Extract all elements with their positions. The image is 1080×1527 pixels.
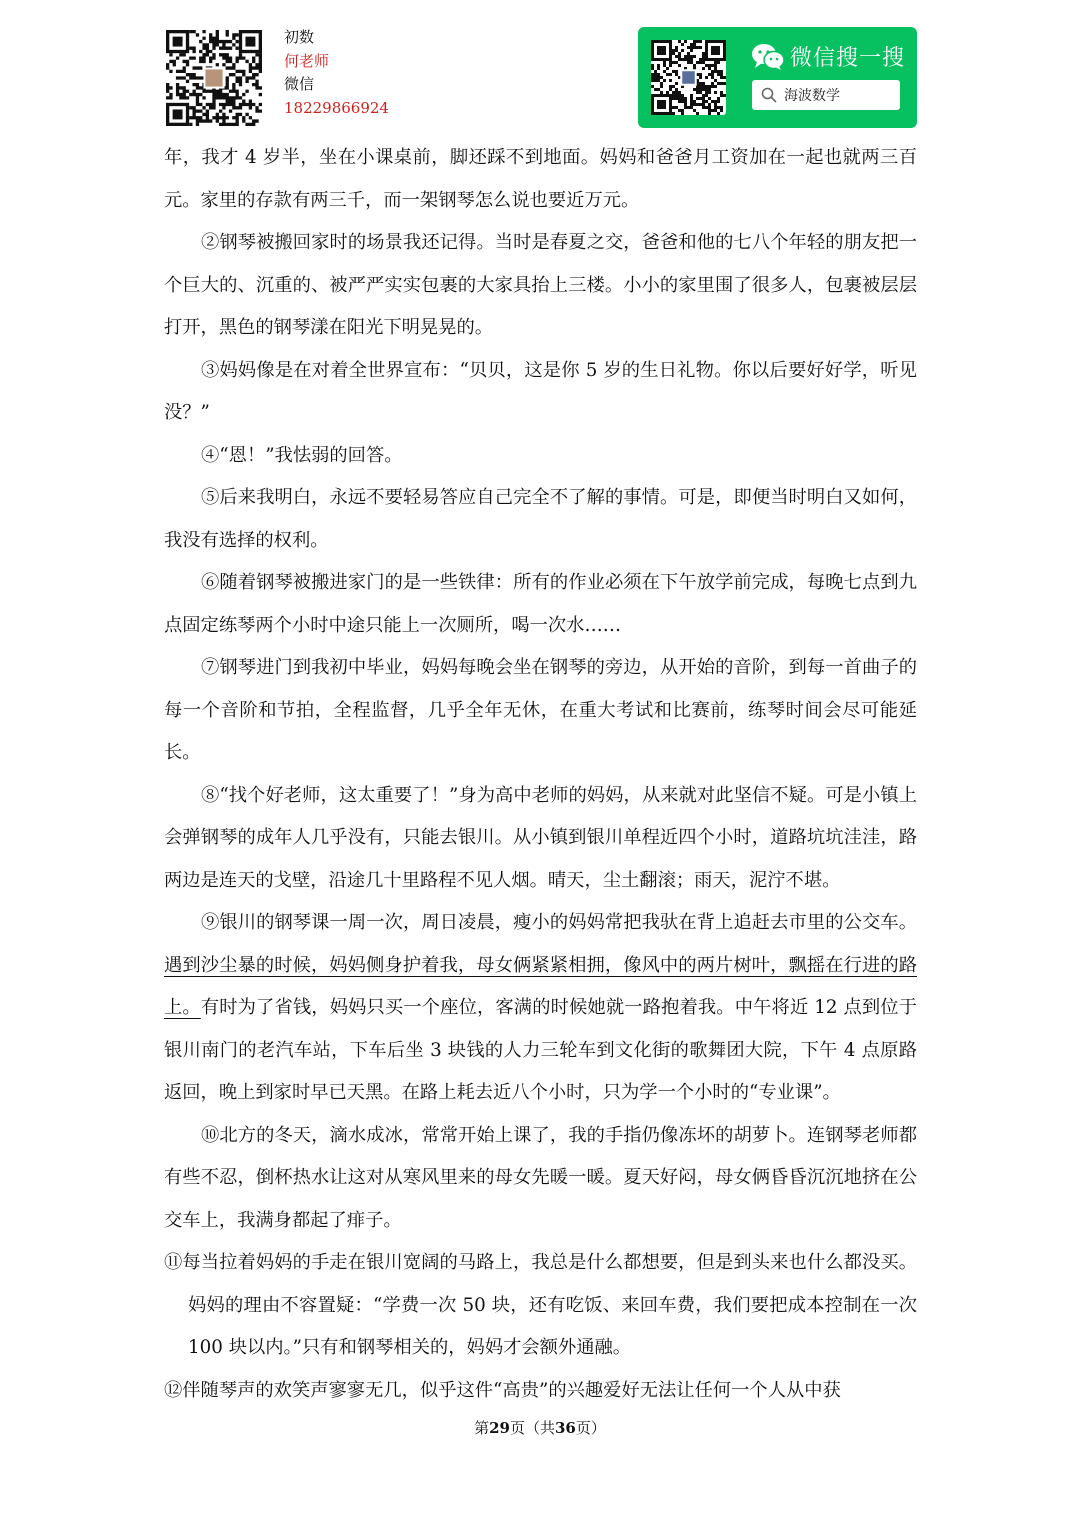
page-number [0, 1417, 1080, 1438]
paragraph-11: ⑪每当拉着妈妈的手走在银川宽阔的马路上，我总是什么都想要，但是到头来也什么都没买。妈妈的理由不容置疑：“学费一次 50 块，还有吃饭、来回车费，我们要把成本控制在一次 100 块以内。”只有和钢琴相关的，妈妈才会额外通融。 [164, 1252, 917, 1358]
paragraph-10: ⑩北方的冬天，滴水成冰，常常开始上课了，我的手指仍像冻坏的胡萝卜。连钢琴老师都有些不忍，倒杯热水让这对从寒风里来的母女先暖一暖。夏天好闷，母女俩昏昏沉沉地挤在公交车上，我满身都起了痱子。 [164, 1124, 917, 1231]
current-page: 29 [489, 1419, 510, 1437]
article-body [164, 137, 917, 1412]
paragraph-5: ⑤后来我明白，永远不要轻易答应自己完全不了解的事情。可是，即便当时明白又如何，我没有选择的权利。 [164, 487, 917, 551]
wechat-search-card[interactable] [638, 27, 917, 128]
contact-subject: 初数 [284, 28, 315, 46]
contact-teacher-name: 何老师 [284, 51, 330, 70]
contact-phone-number: 18229866924 [284, 98, 389, 117]
page-suffix: 页） [575, 1419, 606, 1437]
search-icon [761, 87, 777, 103]
paragraph-1-continuation: 年，我才 4 岁半，坐在小课桌前，脚还踩不到地面。妈妈和爸爸月工资加在一起也就两三百元。家里的存款有两三千，而一架钢琴怎么说也要近万元。 [164, 147, 917, 211]
search-input[interactable] [752, 80, 900, 110]
qr-code-wechat [651, 40, 726, 115]
paragraph-6: ⑥随着钢琴被搬进家门的是一些铁律：所有的作业必须在下午放学前完成，每晚七点到九点固定练琴两个小时中途只能上一次厕所，喝一次水…… [164, 572, 917, 636]
paragraph-7: ⑦钢琴进门到我初中毕业，妈妈每晚会坐在钢琴的旁边，从开始的音阶，到每一首曲子的每一个音阶和节拍，全程监督，几乎全年无休，在重大考试和比赛前，练琴时间会尽可能延长。 [164, 657, 917, 763]
paragraph-9-rest: 有时为了省钱，妈妈只买一个座位，客满的时候她就一路抱着我。中午将近 12 点到位于银川南门的老汽车站，下车后坐 3 块钱的人力三轮车到文化街的歌舞团大院，下午 4 点原路返回，晚上到家时早已天黑。在路上耗去近八个小时，只为学一个小时的“专业课”。 [164, 997, 918, 1103]
paragraph-4: ④“恩！”我怯弱的回答。 [201, 444, 403, 466]
total-pages: 36 [555, 1419, 576, 1437]
page-prefix: 第 [474, 1419, 490, 1437]
paragraph-9-underlined-sentence: 遇到沙尘暴的时候，妈妈侧身护着我，母女俩紧紧相拥，像风中的两片树叶，飘摇在行进的路上。 [164, 954, 917, 1018]
page-middle: 页（共 [509, 1419, 555, 1437]
contact-wechat-label: 微信 [284, 75, 315, 93]
teacher-contact [284, 26, 389, 120]
qr-code-teacher [166, 30, 262, 126]
search-query-text: 海波数学 [784, 88, 840, 104]
paragraph-9-lead: ⑨银川的钢琴课一周一次，周日凌晨，瘦小的妈妈常把我驮在背上追赶去市里的公交车。 [201, 912, 917, 933]
paragraph-9 [164, 902, 917, 1115]
paragraph-3: ③妈妈像是在对着全世界宣布：“贝贝，这是你 5 岁的生日礼物。你以后要好好学，听见没？” [164, 359, 917, 423]
paragraph-2: ②钢琴被搬回家时的场景我还记得。当时是春夏之交，爸爸和他的七八个年轻的朋友把一个巨大的、沉重的、被严严实实包裹的大家具抬上三楼。小小的家里围了很多人，包裹被层层打开，黑色的钢琴漾在阳光下明晃晃的。 [164, 232, 917, 338]
paragraph-8: ⑧“找个好老师，这太重要了！”身为高中老师的妈妈，从来就对此坚信不疑。可是小镇上会弹钢琴的成年人几乎没有，只能去银川。从小镇到银川单程近四个小时，道路坑坑洼洼，路两边是连天的戈壁，沿途几十里路程不见人烟。晴天，尘土翻滚；雨天，泥泞不堪。 [164, 784, 917, 891]
wechat-search-title: 微信搜一搜 [790, 46, 906, 71]
paragraph-12: ⑫伴随琴声的欢笑声寥寥无几，似乎这件“高贵”的兴趣爱好无法让任何一个人从中获 [164, 1379, 841, 1401]
wechat-logo-icon [751, 43, 785, 71]
